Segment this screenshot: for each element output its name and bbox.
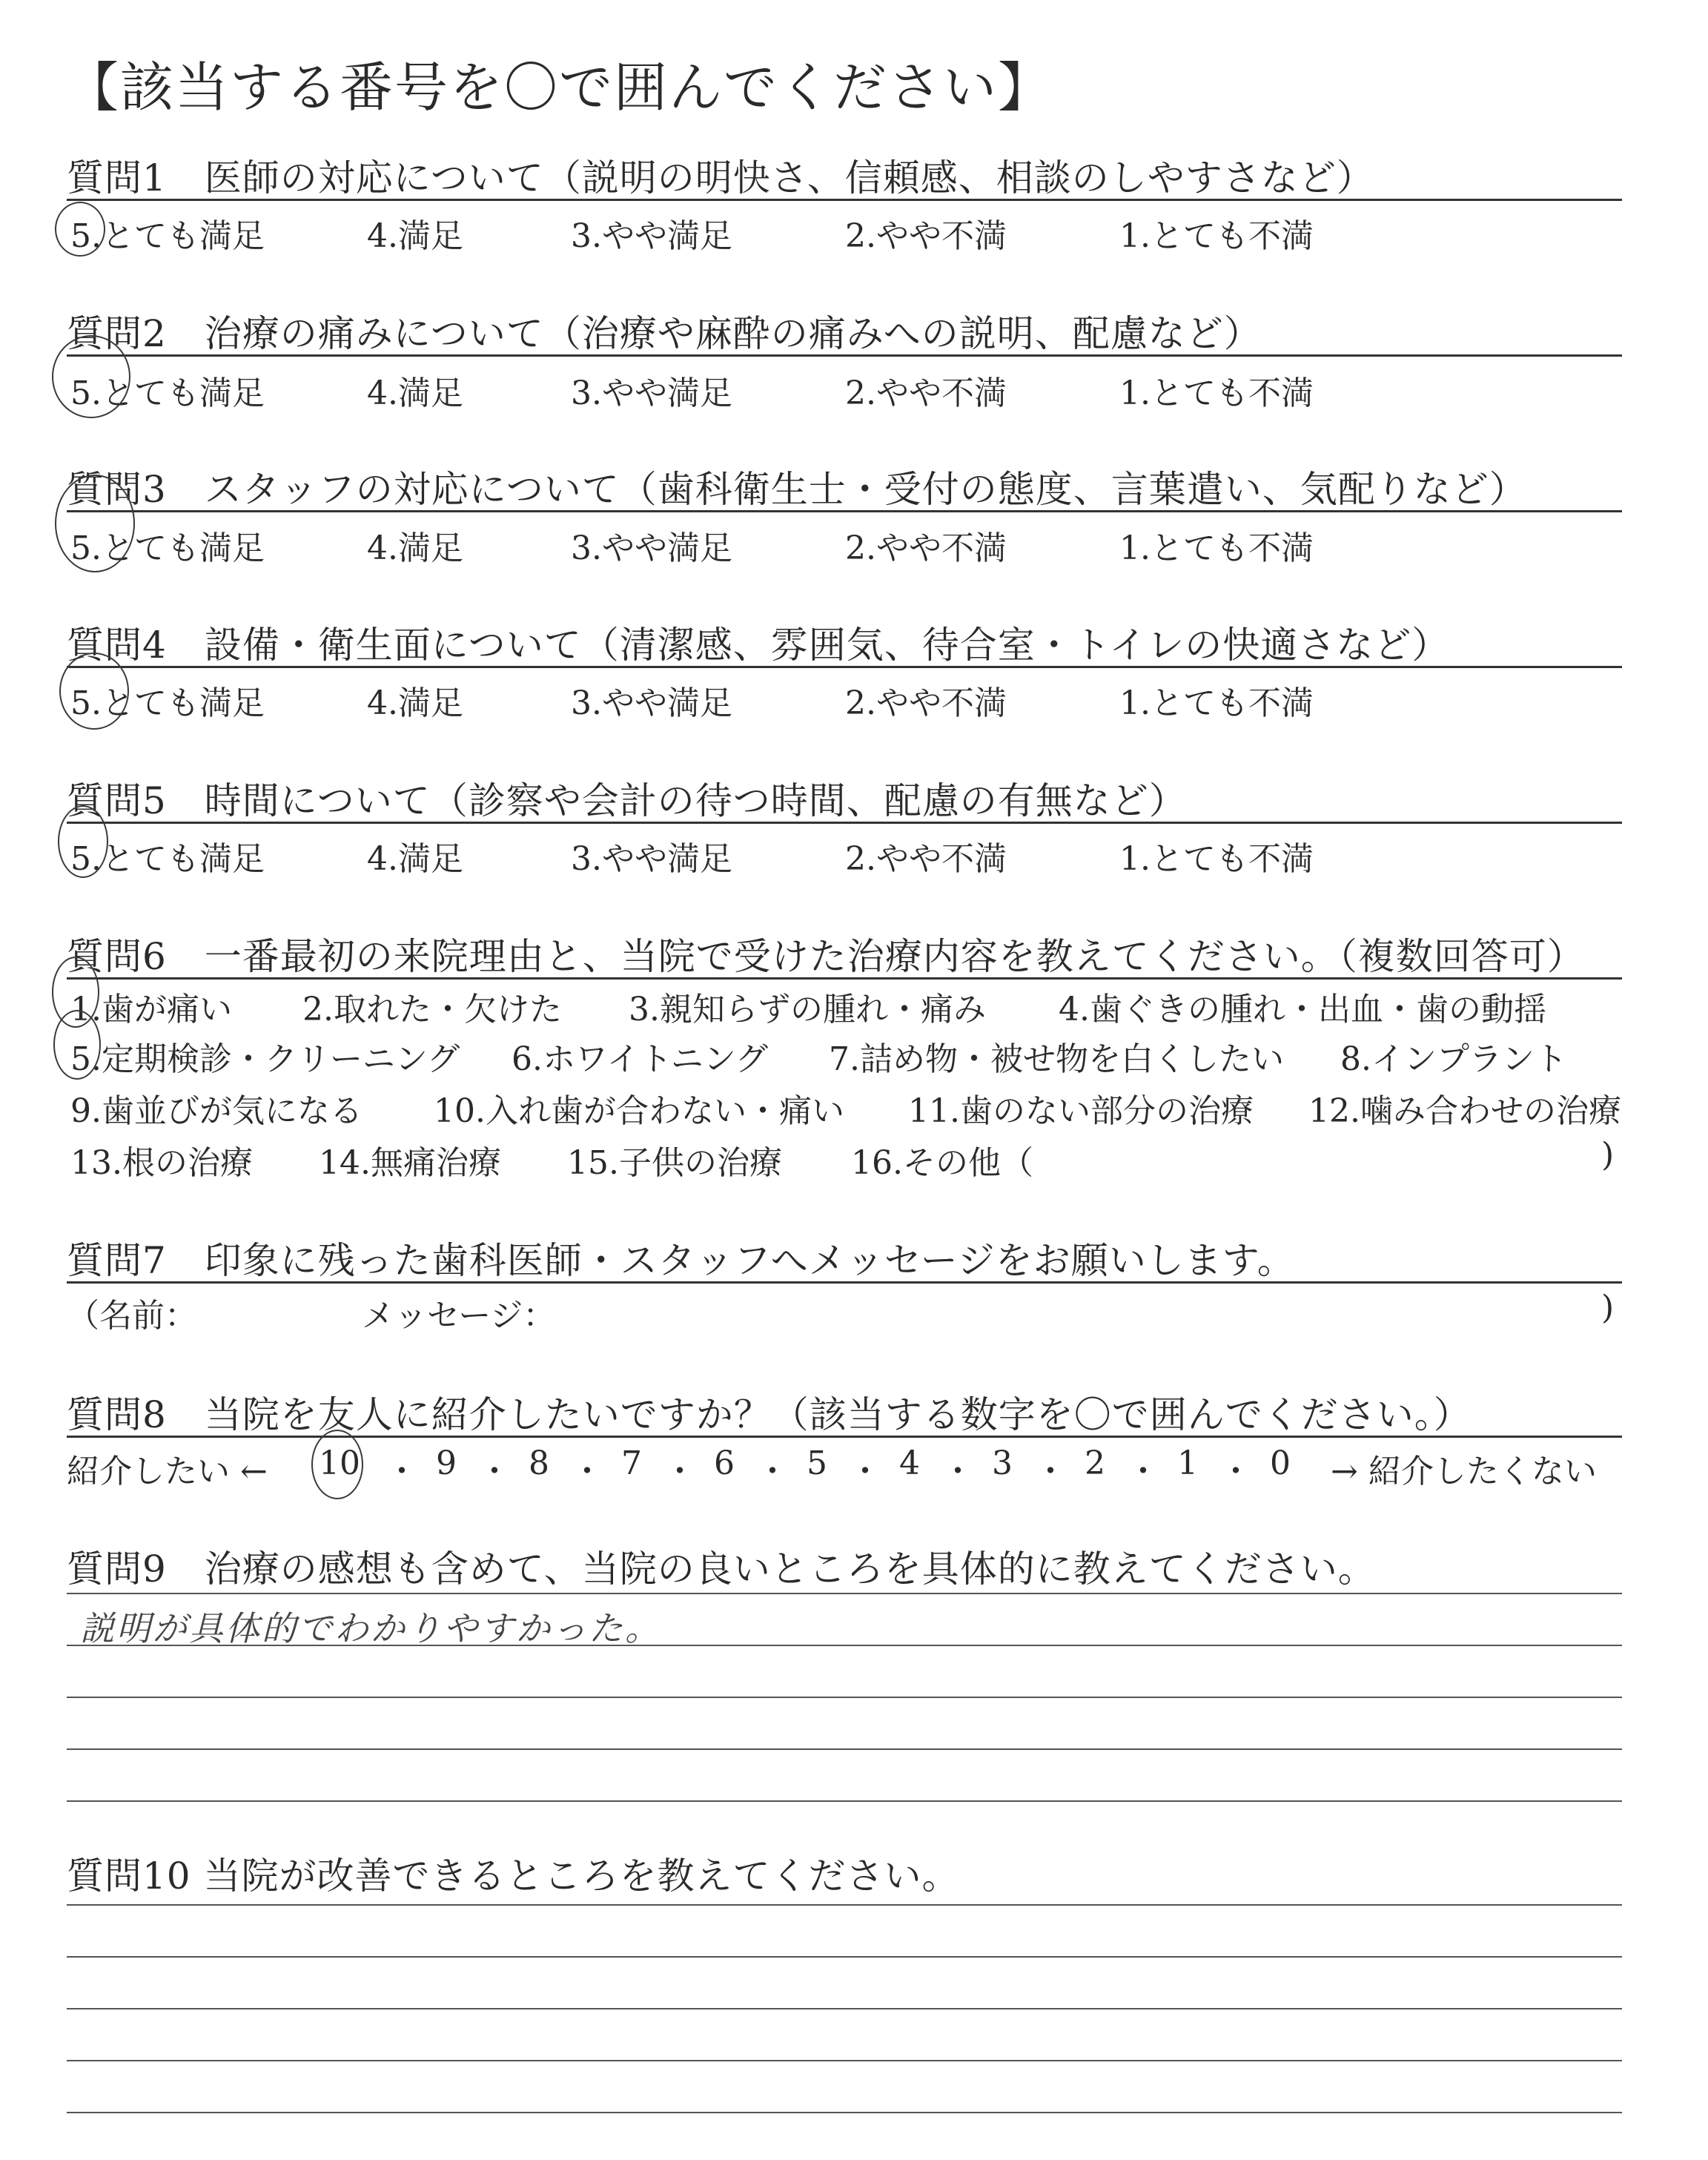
question-9-title: 質問9 治療の感想も含めて、当院の良いところを具体的に教えてください。 (67, 1548, 1376, 1591)
q1-option-2[interactable]: 2.やや不満 (845, 217, 1007, 255)
q4-option-1[interactable]: 1.とても不満 (1119, 684, 1314, 722)
q8-sep: ・ (941, 1453, 974, 1490)
q3-option-1[interactable]: 1.とても不満 (1119, 529, 1314, 567)
question-8-rule (67, 1436, 1622, 1438)
question-4-title: 質問4 設備・衛生面について（清潔感、雰囲気、待合室・トイレの快適さなど） (67, 624, 1450, 667)
q9-line-4 (67, 1748, 1622, 1750)
q1-option-3[interactable]: 3.やや満足 (571, 217, 732, 255)
page-title: 【該当する番号を〇で囲んでください】 (65, 56, 1053, 119)
q8-scale-3[interactable]: 3 (992, 1444, 1013, 1482)
question-1-title: 質問1 医師の対応について（説明の明快さ、信頼感、相談のしやすさなど） (67, 156, 1374, 199)
q6-option-6[interactable]: 6.ホワイトニング (512, 1040, 769, 1078)
q4-option-5[interactable]: 5.とても満足 (70, 684, 265, 722)
q6-option-1[interactable]: 1.歯が痛い (70, 991, 232, 1028)
q4-option-2[interactable]: 2.やや不満 (845, 684, 1007, 722)
question-3-rule (67, 510, 1622, 512)
q8-scale-6[interactable]: 6 (714, 1444, 735, 1482)
q8-sep: ・ (849, 1453, 881, 1490)
q5-option-5[interactable]: 5.とても満足 (70, 840, 265, 878)
q6-option-10[interactable]: 10.入れ歯が合わない・痛い (434, 1092, 844, 1130)
q4-selection-circle (59, 653, 129, 730)
q6-option-9[interactable]: 9.歯並びが気になる (70, 1092, 363, 1130)
q1-selection-circle (55, 202, 105, 257)
q8-sep: ・ (478, 1453, 511, 1490)
q8-scale-5[interactable]: 5 (807, 1444, 827, 1482)
q1-option-5[interactable]: 5.とても満足 (70, 217, 265, 255)
q8-scale-8[interactable]: 8 (529, 1444, 549, 1482)
q8-scale-0[interactable]: 0 (1270, 1444, 1291, 1482)
question-4-rule (67, 666, 1622, 668)
question-5-rule (67, 822, 1622, 824)
q5-option-3[interactable]: 3.やや満足 (571, 840, 732, 878)
q6-option-12[interactable]: 12.噛み合わせの治療 (1308, 1092, 1621, 1130)
question-8-title: 質問8 当院を友人に紹介したいですか？（該当する数字を〇で囲んでください。） (67, 1393, 1472, 1436)
q9-line-2 (67, 1645, 1622, 1646)
q6-option-5[interactable]: 5.定期検診・クリーニング (70, 1040, 460, 1078)
q6-option-15[interactable]: 15.子供の治療 (567, 1144, 782, 1182)
q9-line-5 (67, 1800, 1622, 1802)
q3-option-5[interactable]: 5.とても満足 (70, 529, 265, 567)
q8-scale-4[interactable]: 4 (899, 1444, 920, 1482)
q2-option-3[interactable]: 3.やや満足 (571, 374, 732, 412)
q9-line-3 (67, 1697, 1622, 1698)
q6-selection-circle-5 (53, 1010, 101, 1080)
question-6-title: 質問6 一番最初の来院理由と、当院で受けた治療内容を教えてください。（複数回答可） (67, 935, 1585, 978)
q2-selection-circle (52, 335, 130, 418)
q3-option-4[interactable]: 4.満足 (367, 529, 463, 567)
q6-option-13[interactable]: 13.根の治療 (70, 1144, 253, 1182)
q3-selection-circle (55, 475, 135, 572)
q4-option-4[interactable]: 4.満足 (367, 684, 463, 722)
question-6-rule (67, 977, 1622, 980)
q7-message-label: メッセージ： (362, 1297, 556, 1335)
q8-sep: ・ (1034, 1453, 1067, 1490)
q10-line-2 (67, 1956, 1622, 1958)
q8-scale-1[interactable]: 1 (1177, 1444, 1198, 1482)
q1-option-1[interactable]: 1.とても不満 (1119, 217, 1314, 255)
q4-option-3[interactable]: 3.やや満足 (571, 684, 732, 722)
q3-option-2[interactable]: 2.やや不満 (845, 529, 1007, 567)
q8-right-label: → 紹介したくない (1331, 1453, 1597, 1490)
q8-sep: ・ (1127, 1453, 1159, 1490)
q2-option-1[interactable]: 1.とても不満 (1119, 374, 1314, 412)
q8-sep: ・ (385, 1453, 418, 1490)
q8-sep: ・ (1219, 1453, 1252, 1490)
question-2-title: 質問2 治療の痛みについて（治療や麻酔の痛みへの説明、配慮など） (67, 312, 1262, 355)
q2-option-5[interactable]: 5.とても満足 (70, 374, 265, 412)
q7-close-paren: ) (1601, 1289, 1615, 1327)
q2-option-4[interactable]: 4.満足 (367, 374, 463, 412)
q5-option-4[interactable]: 4.満足 (367, 840, 463, 878)
question-3-title: 質問3 スタッフの対応について（歯科衛生士・受付の態度、言葉遣い、気配りなど） (67, 468, 1527, 511)
q8-sep: ・ (663, 1453, 696, 1490)
question-1-rule (67, 199, 1622, 201)
q8-selection-circle (311, 1430, 363, 1499)
question-2-rule (67, 354, 1622, 357)
q1-option-4[interactable]: 4.満足 (367, 217, 463, 255)
q7-name-label: （名前： (67, 1297, 197, 1335)
q6-option-14[interactable]: 14.無痛治療 (319, 1144, 501, 1182)
q8-scale-10[interactable]: 10 (319, 1444, 360, 1482)
q2-option-2[interactable]: 2.やや不満 (845, 374, 1007, 412)
q6-option-7[interactable]: 7.詰め物・被せ物を白くしたい (829, 1040, 1284, 1078)
q10-line-1 (67, 1904, 1622, 1906)
q6-option-4[interactable]: 4.歯ぐきの腫れ・出血・歯の動揺 (1059, 991, 1546, 1028)
q6-option-8[interactable]: 8.インプラント (1340, 1040, 1567, 1078)
q8-sep: ・ (571, 1453, 603, 1490)
q9-line-1 (67, 1593, 1622, 1594)
question-10-title: 質問10 当院が改善できるところを教えてください。 (67, 1855, 960, 1898)
q8-scale-9[interactable]: 9 (436, 1444, 457, 1482)
q6-option-2[interactable]: 2.取れた・欠けた (302, 991, 562, 1028)
q8-left-label: 紹介したい ← (67, 1453, 268, 1490)
q9-handwritten-answer: 説明が具体的でわかりやすかった。 (80, 1608, 661, 1648)
q10-line-3 (67, 2008, 1622, 2009)
q10-line-5 (67, 2112, 1622, 2113)
q6-option-3[interactable]: 3.親知らずの腫れ・痛み (629, 991, 986, 1028)
question-5-title: 質問5 時間について（診察や会計の待つ時間、配慮の有無など） (67, 779, 1187, 822)
q5-selection-circle (58, 805, 108, 878)
q8-scale-2[interactable]: 2 (1085, 1444, 1105, 1482)
q6-other-close-paren: ) (1601, 1136, 1615, 1174)
q8-scale-7[interactable]: 7 (621, 1444, 642, 1482)
q6-option-11[interactable]: 11.歯のない部分の治療 (908, 1092, 1254, 1130)
question-7-title: 質問7 印象に残った歯科医師・スタッフへメッセージをお願いします。 (67, 1239, 1295, 1282)
q6-option-16[interactable]: 16.その他（ (851, 1144, 1033, 1182)
q8-sep: ・ (756, 1453, 789, 1490)
question-7-rule (67, 1281, 1622, 1284)
q5-option-2[interactable]: 2.やや不満 (845, 840, 1007, 878)
q5-option-1[interactable]: 1.とても不満 (1119, 840, 1314, 878)
q3-option-3[interactable]: 3.やや満足 (571, 529, 732, 567)
q10-line-4 (67, 2060, 1622, 2061)
